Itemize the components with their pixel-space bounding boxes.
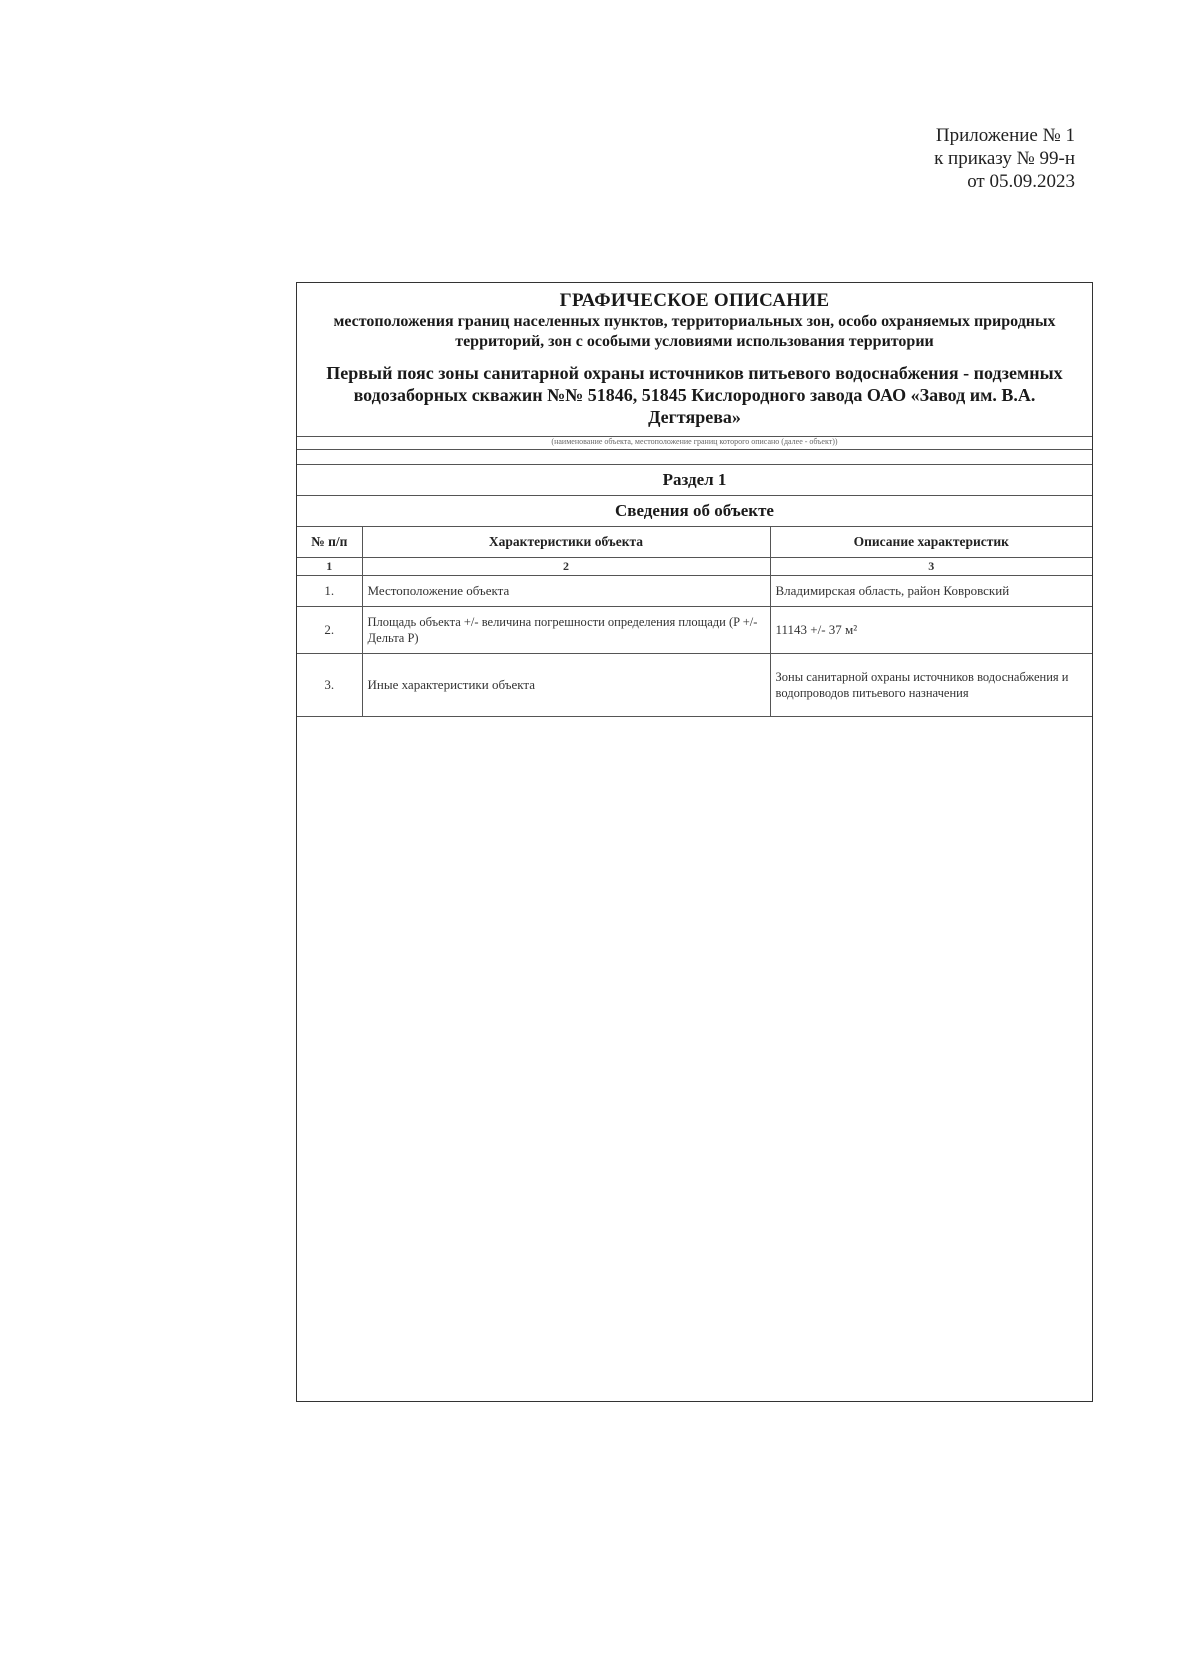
header-cell-characteristic: Характеристики объекта [362, 527, 770, 558]
row-number-cell: 2. [297, 607, 362, 654]
object-name: Первый пояс зоны санитарной охраны источников питьевого водоснабжения - подземных водозаборных скважин №№ 51846, 51845 Кислородного завода ОАО «Завод им. В.А. Дегтярева» [326, 363, 1063, 427]
header-cell-description: Описание характеристик [770, 527, 1092, 558]
row-number-cell: 1. [297, 576, 362, 607]
row-name-cell: Иные характеристики объекта [362, 654, 770, 717]
row-name-cell: Площадь объекта +/- величина погрешности определения площади (P +/- Дельта P) [362, 607, 770, 654]
row-name-cell: Местоположение объекта [362, 576, 770, 607]
section-subtitle: Сведения об объекте [297, 495, 1092, 526]
object-caption: (наименование объекта, местоположение границ которого описано (далее - объект)) [297, 436, 1092, 449]
row-number-cell: 3. [297, 654, 362, 717]
annex-date: от 05.09.2023 [967, 171, 1075, 192]
annex-number: Приложение № 1 [935, 125, 1075, 146]
document-header [297, 283, 1092, 428]
document-title: ГРАФИЧЕСКОЕ ОПИСАНИЕ [559, 290, 830, 311]
column-number-cell: 3 [770, 558, 1092, 576]
annex-reference [800, 124, 1075, 193]
table-row [297, 654, 1092, 717]
column-number-cell: 2 [362, 558, 770, 576]
column-number-row [297, 558, 1092, 576]
spacer-row [297, 449, 1092, 464]
row-value-cell: Зоны санитарной охраны источников водоснабжения и водопроводов питьевого назначения [770, 654, 1092, 717]
section-title: Раздел 1 [297, 464, 1092, 495]
table-row [297, 607, 1092, 654]
table-row [297, 576, 1092, 607]
column-number-cell: 1 [297, 558, 362, 576]
header-cell-number: № п/п [297, 527, 362, 558]
object-info-table [297, 526, 1092, 717]
row-value-cell: Владимирская область, район Ковровский [770, 576, 1092, 607]
document-subtitle: местоположения границ населенных пунктов, территориальных зон, особо охраняемых природных территорий, зон с особыми условиями использования территории [333, 313, 1056, 350]
row-value-cell: 11143 +/- 37 м² [770, 607, 1092, 654]
document-frame [296, 282, 1093, 1402]
table-header-row [297, 527, 1092, 558]
annex-order: к приказу № 99-н [934, 148, 1075, 169]
